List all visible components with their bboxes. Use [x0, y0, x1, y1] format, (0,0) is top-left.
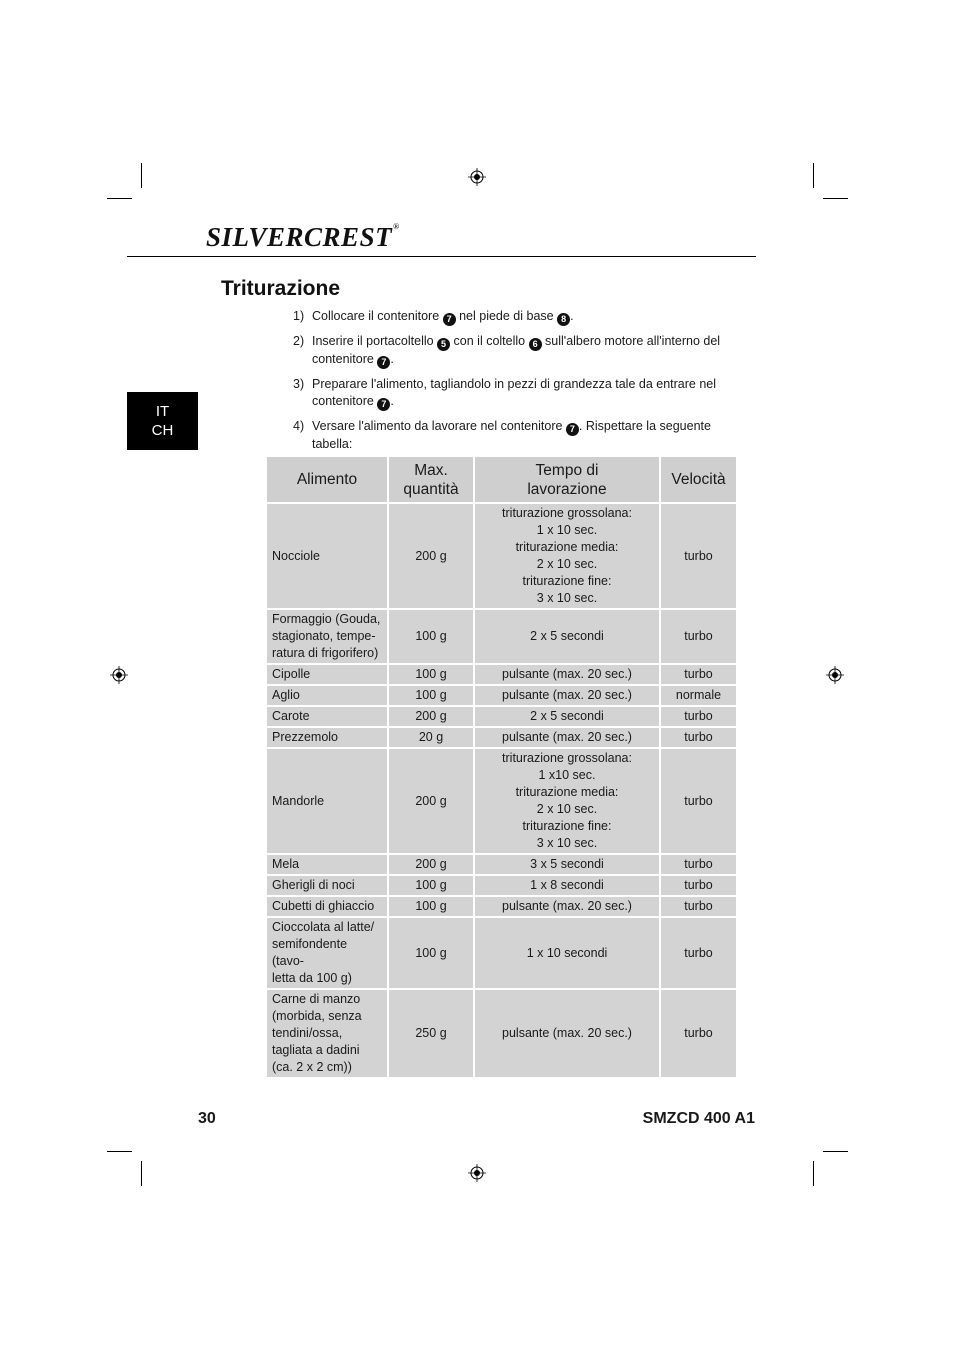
registration-mark-icon: [826, 666, 844, 684]
step-number: 1): [293, 309, 305, 323]
step-item: [293, 333, 733, 369]
table-row: [267, 686, 736, 705]
food-cell: [267, 665, 387, 684]
time-cell: [475, 686, 659, 705]
cell-text: Mandorle: [272, 793, 325, 808]
brand-logo-text: SILVERCREST: [206, 222, 393, 252]
cell-text: Carote: [272, 709, 310, 723]
quantity-cell: 200 g: [389, 504, 473, 608]
instruction-steps: [293, 308, 733, 460]
table-row: [267, 990, 736, 1077]
part-reference-icon: 8: [557, 313, 570, 326]
language-tab: [127, 392, 198, 450]
table-row: [267, 876, 736, 895]
food-cell: [267, 610, 387, 663]
crop-mark: [107, 198, 132, 199]
registration-mark-icon: [468, 1164, 486, 1182]
cell-text: 2 x 5 secondi: [530, 709, 604, 723]
cell-text: pulsante (max. 20 sec.): [502, 899, 632, 913]
table-row: [267, 855, 736, 874]
table-row: [267, 749, 736, 853]
cell-text: Cipolle: [272, 667, 311, 681]
cell-text: Aglio: [272, 688, 300, 702]
table-row: [267, 707, 736, 726]
quantity-cell: 100 g: [389, 610, 473, 663]
cell-text: pulsante (max. 20 sec.): [502, 667, 632, 681]
cell-text: 1 x 10 secondi: [526, 945, 608, 960]
time-cell: [475, 749, 659, 853]
registration-mark-icon: [110, 666, 128, 684]
language-code-it: IT: [155, 403, 170, 420]
cell-text: stagionato, tempe-: [272, 629, 376, 643]
step-text: .: [390, 352, 394, 366]
model-number: SMZCD 400 A1: [642, 1110, 755, 1127]
cell-text: (morbida, senza: [272, 1009, 362, 1023]
column-header-quantity: [389, 457, 473, 502]
quantity-cell: 100 g: [389, 918, 473, 988]
header-label: Velocità: [671, 471, 726, 488]
quantity-cell: 100 g: [389, 876, 473, 895]
cell-text: 2 x 10 sec.: [536, 557, 598, 571]
part-reference-icon: 7: [377, 356, 390, 369]
quantity-cell: 200 g: [389, 749, 473, 853]
step-text: sull'albero motore all'interno del contenitore: [312, 334, 721, 366]
cell-text: tagliata a dadini: [272, 1043, 360, 1057]
speed-cell: normale: [661, 686, 736, 705]
time-cell: [475, 855, 659, 874]
column-header-food: [267, 457, 387, 502]
cell-text: 3 x 10 sec.: [536, 591, 598, 605]
registered-mark: ®: [393, 222, 400, 231]
cell-text: 3 x 5 secondi: [530, 857, 604, 871]
speed-cell: turbo: [661, 504, 736, 608]
table-row: [267, 728, 736, 747]
quantity-cell: 20 g: [389, 728, 473, 747]
table-header-row: [267, 457, 736, 502]
food-cell: [267, 749, 387, 853]
speed-cell: turbo: [661, 918, 736, 988]
step-text: nel piede di base: [455, 309, 558, 323]
time-cell: [475, 876, 659, 895]
table-row: [267, 897, 736, 916]
crop-mark: [823, 1151, 848, 1152]
page-number: 30: [198, 1110, 216, 1127]
part-reference-icon: 6: [529, 338, 542, 351]
cell-text: ratura di frigorifero): [272, 646, 379, 660]
quantity-cell: 200 g: [389, 707, 473, 726]
table-row: [267, 918, 736, 988]
part-reference-icon: 7: [566, 423, 579, 436]
step-number: 2): [293, 334, 305, 348]
food-cell: [267, 855, 387, 874]
cell-text: Formaggio (Gouda,: [272, 612, 381, 626]
cell-text: 3 x 10 sec.: [536, 836, 598, 850]
cell-text: (ca. 2 x 2 cm)): [272, 1060, 352, 1074]
time-cell: [475, 918, 659, 988]
header-label: quantità: [403, 480, 459, 498]
crop-mark: [823, 198, 848, 199]
column-header-speed: [661, 457, 736, 502]
time-cell: [475, 728, 659, 747]
speed-cell: turbo: [661, 610, 736, 663]
quantity-cell: 100 g: [389, 897, 473, 916]
food-cell: [267, 728, 387, 747]
cell-text: Gherigli di noci: [272, 878, 355, 892]
cell-text: triturazione grossolana:: [502, 751, 632, 765]
header-label: lavorazione: [527, 480, 607, 498]
header-label: Max.: [414, 461, 448, 479]
cell-text: 2 x 10 sec.: [536, 802, 598, 816]
step-text: Collocare il contenitore: [312, 309, 443, 323]
step-item: [293, 308, 733, 326]
column-header-time: [475, 457, 659, 502]
step-text: Versare l'alimento da lavorare nel contenitore: [312, 419, 566, 433]
step-text: .: [570, 309, 574, 323]
step-text: Preparare l'alimento, tagliandolo in pezzi di grandezza tale da entrare nel contenitore: [312, 377, 717, 408]
cell-text: pulsante (max. 20 sec.): [502, 730, 632, 744]
speed-cell: turbo: [661, 707, 736, 726]
speed-cell: turbo: [661, 728, 736, 747]
step-text: con il coltello: [450, 334, 529, 348]
table-body: [267, 504, 736, 1077]
step-number: 3): [293, 377, 305, 391]
cell-text: pulsante (max. 20 sec.): [502, 1026, 632, 1040]
cell-text: pulsante (max. 20 sec.): [502, 688, 632, 702]
part-reference-icon: 7: [377, 398, 390, 411]
part-reference-icon: 5: [437, 338, 450, 351]
step-text: .: [390, 394, 394, 408]
registration-mark-icon: [468, 168, 486, 186]
crop-mark: [141, 1161, 142, 1186]
chopping-table: [265, 455, 738, 1079]
time-cell: [475, 707, 659, 726]
speed-cell: turbo: [661, 876, 736, 895]
step-item: [293, 376, 733, 411]
speed-cell: turbo: [661, 990, 736, 1077]
header-label: Alimento: [296, 471, 358, 488]
cell-text: triturazione fine:: [522, 819, 612, 833]
step-item: [293, 418, 733, 453]
time-cell: [475, 897, 659, 916]
table-row: [267, 665, 736, 684]
food-cell: [267, 918, 387, 988]
food-cell: [267, 876, 387, 895]
cell-text: 2 x 5 secondi: [530, 629, 604, 643]
cell-text: triturazione grossolana:: [502, 506, 632, 520]
crop-mark: [813, 163, 814, 188]
time-cell: [475, 504, 659, 608]
cell-text: 1 x 10 sec.: [536, 523, 598, 537]
quantity-cell: 100 g: [389, 665, 473, 684]
food-cell: [267, 897, 387, 916]
food-cell: [267, 686, 387, 705]
header-divider: [127, 256, 756, 257]
crop-mark: [813, 1161, 814, 1186]
food-cell: [267, 707, 387, 726]
time-cell: [475, 990, 659, 1077]
cell-text: triturazione media:: [515, 785, 619, 799]
quantity-cell: 250 g: [389, 990, 473, 1077]
cell-text: Cubetti di ghiaccio: [272, 899, 375, 913]
cell-text: Carne di manzo: [272, 992, 361, 1006]
cell-text: Cioccolata al latte/: [272, 920, 375, 934]
food-cell: [267, 990, 387, 1077]
food-cell: [267, 504, 387, 608]
time-cell: [475, 610, 659, 663]
step-text: Inserire il portacoltello: [312, 334, 438, 348]
cell-text: 1 x 8 secondi: [530, 878, 604, 892]
speed-cell: turbo: [661, 749, 736, 853]
cell-text: letta da 100 g): [272, 971, 352, 985]
table-row: [267, 504, 736, 608]
speed-cell: turbo: [661, 855, 736, 874]
cell-text: semifondente (tavo-: [272, 937, 348, 968]
quantity-cell: 100 g: [389, 686, 473, 705]
cell-text: triturazione fine:: [522, 574, 612, 588]
cell-text: tendini/ossa,: [272, 1026, 343, 1040]
cell-text: 1 x10 sec.: [538, 768, 596, 782]
speed-cell: turbo: [661, 897, 736, 916]
cell-text: Mela: [272, 857, 300, 871]
quantity-cell: 200 g: [389, 855, 473, 874]
cell-text: Prezzemolo: [272, 730, 338, 744]
table-row: [267, 610, 736, 663]
step-text: . Rispettare la seguente tabella:: [312, 419, 711, 451]
cell-text: Nocciole: [272, 548, 320, 563]
speed-cell: turbo: [661, 665, 736, 684]
section-title: Triturazione: [221, 277, 341, 300]
brand-logo: [206, 222, 400, 253]
time-cell: [475, 665, 659, 684]
step-number: 4): [293, 419, 305, 433]
crop-mark: [141, 163, 142, 188]
header-label: Tempo di: [535, 461, 599, 479]
cell-text: triturazione media:: [515, 540, 619, 554]
crop-mark: [107, 1151, 132, 1152]
part-reference-icon: 7: [443, 313, 456, 326]
language-code-ch: CH: [151, 422, 174, 439]
